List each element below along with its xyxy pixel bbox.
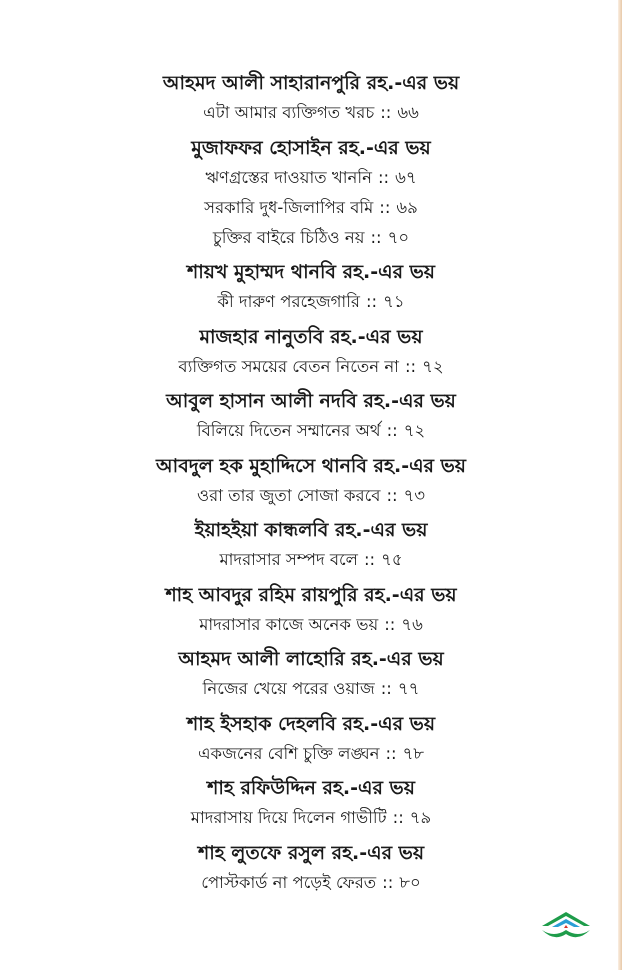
toc-entry	[0, 868, 622, 898]
entry-separator: ::	[380, 679, 392, 698]
section-heading: শাহ লুতফে রসুল রহ.-এর ভয়	[197, 841, 425, 864]
page-number: ৭১	[383, 292, 405, 311]
toc-entry	[0, 803, 622, 833]
toc-entry	[0, 674, 622, 704]
toc-entry	[0, 223, 622, 253]
page-number: ৭৩	[403, 485, 426, 505]
toc-section	[0, 451, 622, 516]
entry-separator: ::	[386, 485, 398, 505]
entry-title: নিজের খেয়ে পরের ওয়াজ	[202, 679, 375, 698]
section-heading: আহমদ আলী সাহারানপুরি রহ.-এর ভয়	[162, 72, 460, 94]
entry-separator: ::	[384, 614, 396, 634]
entry-title: কী দারুণ পরহেজগারি	[217, 292, 360, 311]
section-heading: শাহ আবদুর রহিম রায়পুরি রহ.-এর ভয়	[165, 583, 457, 606]
toc-section	[0, 515, 622, 580]
toc-entry	[0, 416, 622, 446]
page-number: ৬৭	[395, 167, 417, 187]
toc-entry	[0, 481, 622, 511]
section-heading: শাহ ইসহাক দেহলবি রহ.-এর ভয়	[186, 712, 436, 735]
entry-separator: ::	[377, 167, 390, 187]
section-heading: শাহ রফিউদ্দিন রহ.-এর ভয়	[207, 777, 415, 799]
entry-title: একজনের বেশি চুক্তি লঙ্ঘন	[197, 743, 380, 763]
page-number: ৭২	[403, 421, 426, 440]
toc-section	[0, 773, 622, 838]
toc-entry	[0, 610, 622, 640]
entry-title: মাদরাসার কাজে অনেক ভয়	[199, 614, 379, 634]
toc-entry	[0, 352, 622, 382]
section-heading: আবদুল হক মুহাদ্দিসে থানবি রহ.-এর ভয়	[156, 454, 466, 477]
entry-title: মাদরাসায় দিয়ে দিলেন গাভীটি	[190, 808, 387, 827]
toc-section	[0, 257, 622, 322]
section-heading: আহমদ আলী লাহোরি রহ.-এর ভয়	[178, 648, 444, 670]
section-heading: মুজাফফর হোসাইন রহ.-এর ভয়	[191, 136, 431, 159]
publisher-logo-icon	[538, 908, 594, 944]
section-heading: ইয়াহইয়া কান্ধলবি রহ.-এর ভয়	[194, 519, 428, 541]
entry-separator: ::	[386, 421, 398, 440]
toc-section	[0, 644, 622, 709]
page-number: ৭৯	[409, 808, 432, 827]
entry-separator: ::	[392, 808, 404, 827]
page-number: ৬৬	[397, 103, 419, 122]
page-number: ৭৬	[401, 614, 423, 634]
page-number: ৭৫	[381, 550, 403, 569]
toc-entry	[0, 98, 622, 128]
table-of-contents	[0, 68, 622, 902]
toc-section	[0, 580, 622, 645]
entry-title: সরকারি দুধ-জিলাপির বমি	[204, 197, 374, 217]
entry-title: ওরা তার জুতা সোজা করবে	[196, 485, 381, 505]
page-number: ৭৭	[397, 679, 420, 698]
entry-title: চুক্তির বাইরে চিঠিও নয়	[212, 227, 365, 247]
entry-separator: ::	[379, 197, 391, 217]
toc-section	[0, 68, 622, 133]
page-number: ৭০	[387, 227, 410, 247]
entry-title: ব্যক্তিগত সময়ের বেতন নিতেন না	[178, 356, 399, 376]
page-number: ৭৮	[402, 743, 424, 763]
toc-entry	[0, 545, 622, 575]
entry-separator: ::	[382, 872, 394, 892]
entry-title: পোস্টকার্ড না পড়েই ফেরত	[201, 872, 377, 892]
toc-entry	[0, 287, 622, 317]
section-heading: শায়খ মুহাম্মদ থানবি রহ.-এর ভয়	[187, 261, 435, 283]
toc-section	[0, 838, 622, 903]
page-number: ৮০	[399, 872, 421, 892]
entry-title: ঋণগ্রস্তের দাওয়াত খাননি	[205, 167, 372, 187]
entry-separator: ::	[385, 743, 397, 763]
entry-separator: ::	[363, 550, 376, 569]
page-number: ৬৯	[396, 197, 418, 217]
page-number: ৭২	[422, 356, 444, 376]
toc-section	[0, 709, 622, 774]
section-heading: আবুল হাসান আলী নদবি রহ.-এর ভয়	[166, 390, 456, 412]
entry-title: মাদরাসার সম্পদ বলে	[219, 550, 358, 569]
toc-section	[0, 386, 622, 451]
section-heading: মাজহার নানুতবি রহ.-এর ভয়	[199, 325, 423, 348]
entry-title: বিলিয়ে দিতেন সম্মানের অর্থ	[196, 421, 381, 440]
toc-section	[0, 322, 622, 387]
entry-separator: ::	[366, 292, 378, 311]
toc-entry	[0, 163, 622, 193]
toc-entry	[0, 739, 622, 769]
toc-section	[0, 133, 622, 258]
entry-title: এটা আমার ব্যক্তিগত খরচ	[203, 103, 375, 122]
entry-separator: ::	[404, 356, 417, 376]
entry-separator: ::	[380, 103, 392, 122]
entry-separator: ::	[370, 227, 382, 247]
toc-entry	[0, 193, 622, 223]
